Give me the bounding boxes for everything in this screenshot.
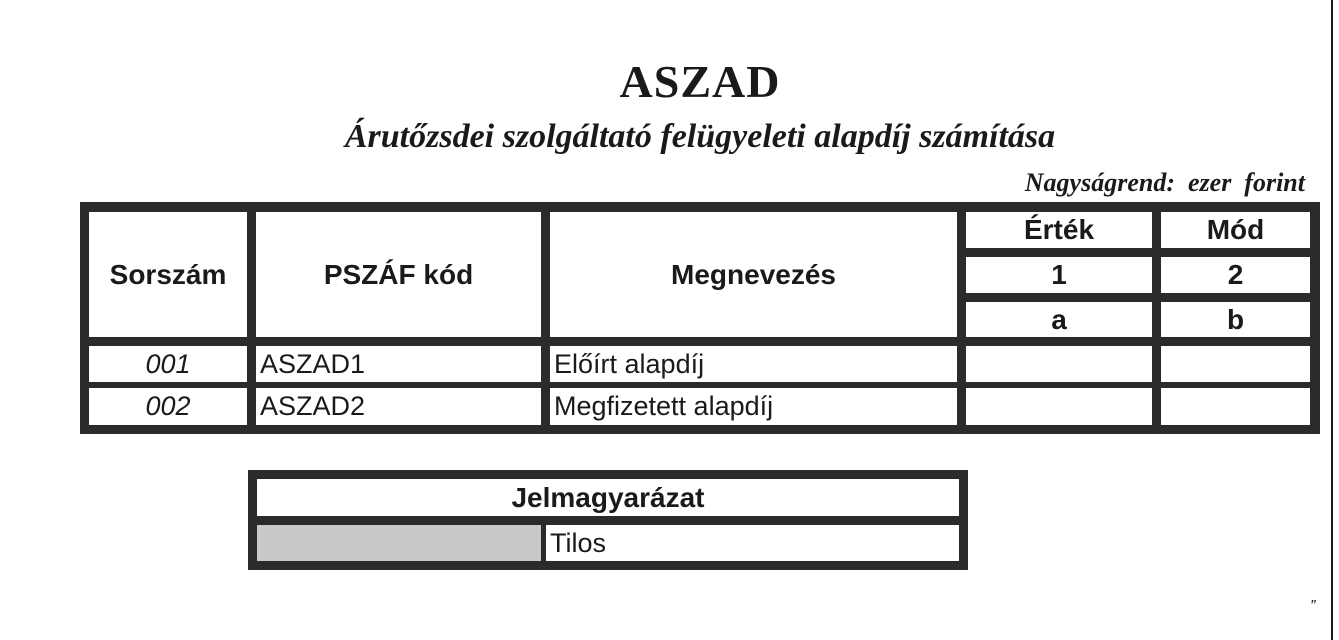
legend-label-tilos: Tilos [546, 525, 959, 561]
header-ertek-number: 1 [966, 257, 1152, 293]
row-001-megnevezes: Előírt alapdíj [550, 346, 957, 382]
legend-title: Jelmagyarázat [257, 479, 959, 516]
header-mod: Mód [1161, 212, 1310, 248]
row-001-kod: ASZAD1 [256, 346, 541, 382]
row-001-ertek[interactable] [966, 346, 1152, 382]
legend-swatch-tilos [257, 525, 541, 561]
main-table [80, 202, 1320, 434]
header-ertek-letter: a [966, 302, 1152, 337]
row-001-mod[interactable] [1161, 346, 1310, 382]
header-pszaf-kod: PSZÁF kód [256, 212, 541, 337]
stray-mark: ” [1310, 598, 1316, 615]
page-title: ASZAD [619, 56, 781, 107]
row-002-sorszam: 002 [89, 388, 247, 425]
row-002-ertek[interactable] [966, 388, 1152, 425]
header-mod-letter: b [1161, 302, 1310, 337]
page-subtitle: Árutőzsdei szolgáltató felügyeleti alapdíj számítása [344, 118, 1056, 155]
row-002-kod: ASZAD2 [256, 388, 541, 425]
header-ertek: Érték [966, 212, 1152, 248]
row-002-mod[interactable] [1161, 388, 1310, 425]
header-megnevezes: Megnevezés [550, 212, 957, 337]
header-sorszam: Sorszám [89, 212, 247, 337]
header-mod-number: 2 [1161, 257, 1310, 293]
unit-note: Nagyságrend: ezer forint [1024, 168, 1305, 197]
legend-table [248, 470, 968, 570]
row-002-megnevezes: Megfizetett alapdíj [550, 388, 957, 425]
row-001-sorszam: 001 [89, 346, 247, 382]
